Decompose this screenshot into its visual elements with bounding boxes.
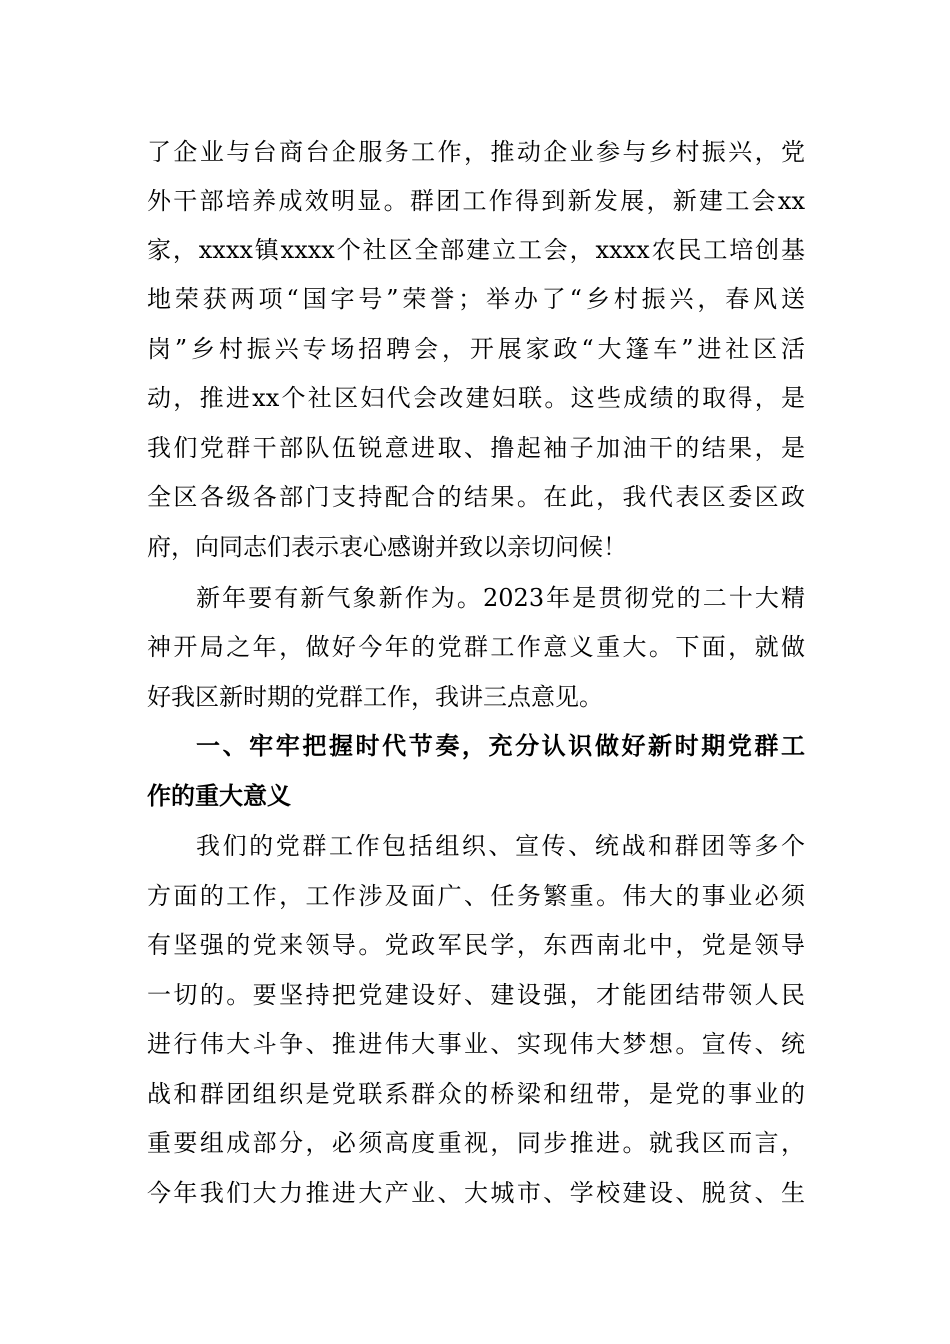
paragraph-1-line-6: 动，推进xx个社区妇代会改建妇联。这些成绩的取得，是 xyxy=(147,384,805,412)
paragraph-1-line-8: 全区各级各部门支持配合的结果。在此，我代表区委区政 xyxy=(147,483,805,511)
paragraph-3-line-5: 进行伟大斗争、推进伟大事业、实现伟大梦想。宣传、统 xyxy=(147,1030,805,1058)
section-heading-line-1: 一、牢牢把握时代节奏，充分认识做好新时期党群工 xyxy=(196,732,805,760)
paragraph-1-line-2: 外干部培养成效明显。群团工作得到新发展，新建工会xx xyxy=(147,187,805,215)
paragraph-3-line-8: 今年我们大力推进大产业、大城市、学校建设、脱贫、生 xyxy=(147,1179,805,1207)
paragraph-1-line-4: 地荣获两项“国字号”荣誉；举办了“乡村振兴，春风送 xyxy=(147,285,805,313)
paragraph-3-line-2: 方面的工作，工作涉及面广、任务繁重。伟大的事业必须 xyxy=(147,882,805,910)
paragraph-3-line-4: 一切的。要坚持把党建设好、建设强，才能团结带领人民 xyxy=(147,981,805,1009)
paragraph-3-line-7: 重要组成部分，必须高度重视，同步推进。就我区而言， xyxy=(147,1129,805,1157)
section-heading-line-2: 作的重大意义 xyxy=(147,782,291,810)
paragraph-1-line-3: 家，xxxx镇xxxx个社区全部建立工会，xxxx农民工培创基 xyxy=(147,236,805,264)
paragraph-1-line-7: 我们党群干部队伍锐意进取、撸起袖子加油干的结果，是 xyxy=(147,434,805,462)
paragraph-2-line-3: 好我区新时期的党群工作，我讲三点意见。 xyxy=(147,683,603,711)
paragraph-2-line-1: 新年要有新气象新作为。2023年是贯彻党的二十大精 xyxy=(196,584,805,612)
paragraph-3-line-6: 战和群团组织是党联系群众的桥梁和纽带，是党的事业的 xyxy=(147,1080,805,1108)
paragraph-2-line-2: 神开局之年，做好今年的党群工作意义重大。下面，就做 xyxy=(147,633,805,661)
paragraph-1-line-1: 了企业与台商台企服务工作，推动企业参与乡村振兴，党 xyxy=(147,138,805,166)
paragraph-1-line-5: 岗”乡村振兴专场招聘会，开展家政“大篷车”进社区活 xyxy=(147,335,805,363)
paragraph-3-line-3: 有坚强的党来领导。党政军民学，东西南北中，党是领导 xyxy=(147,931,805,959)
paragraph-3-line-1: 我们的党群工作包括组织、宣传、统战和群团等多个 xyxy=(196,832,805,860)
paragraph-1-line-9: 府，向同志们表示衷心感谢并致以亲切问候！ xyxy=(147,533,627,561)
